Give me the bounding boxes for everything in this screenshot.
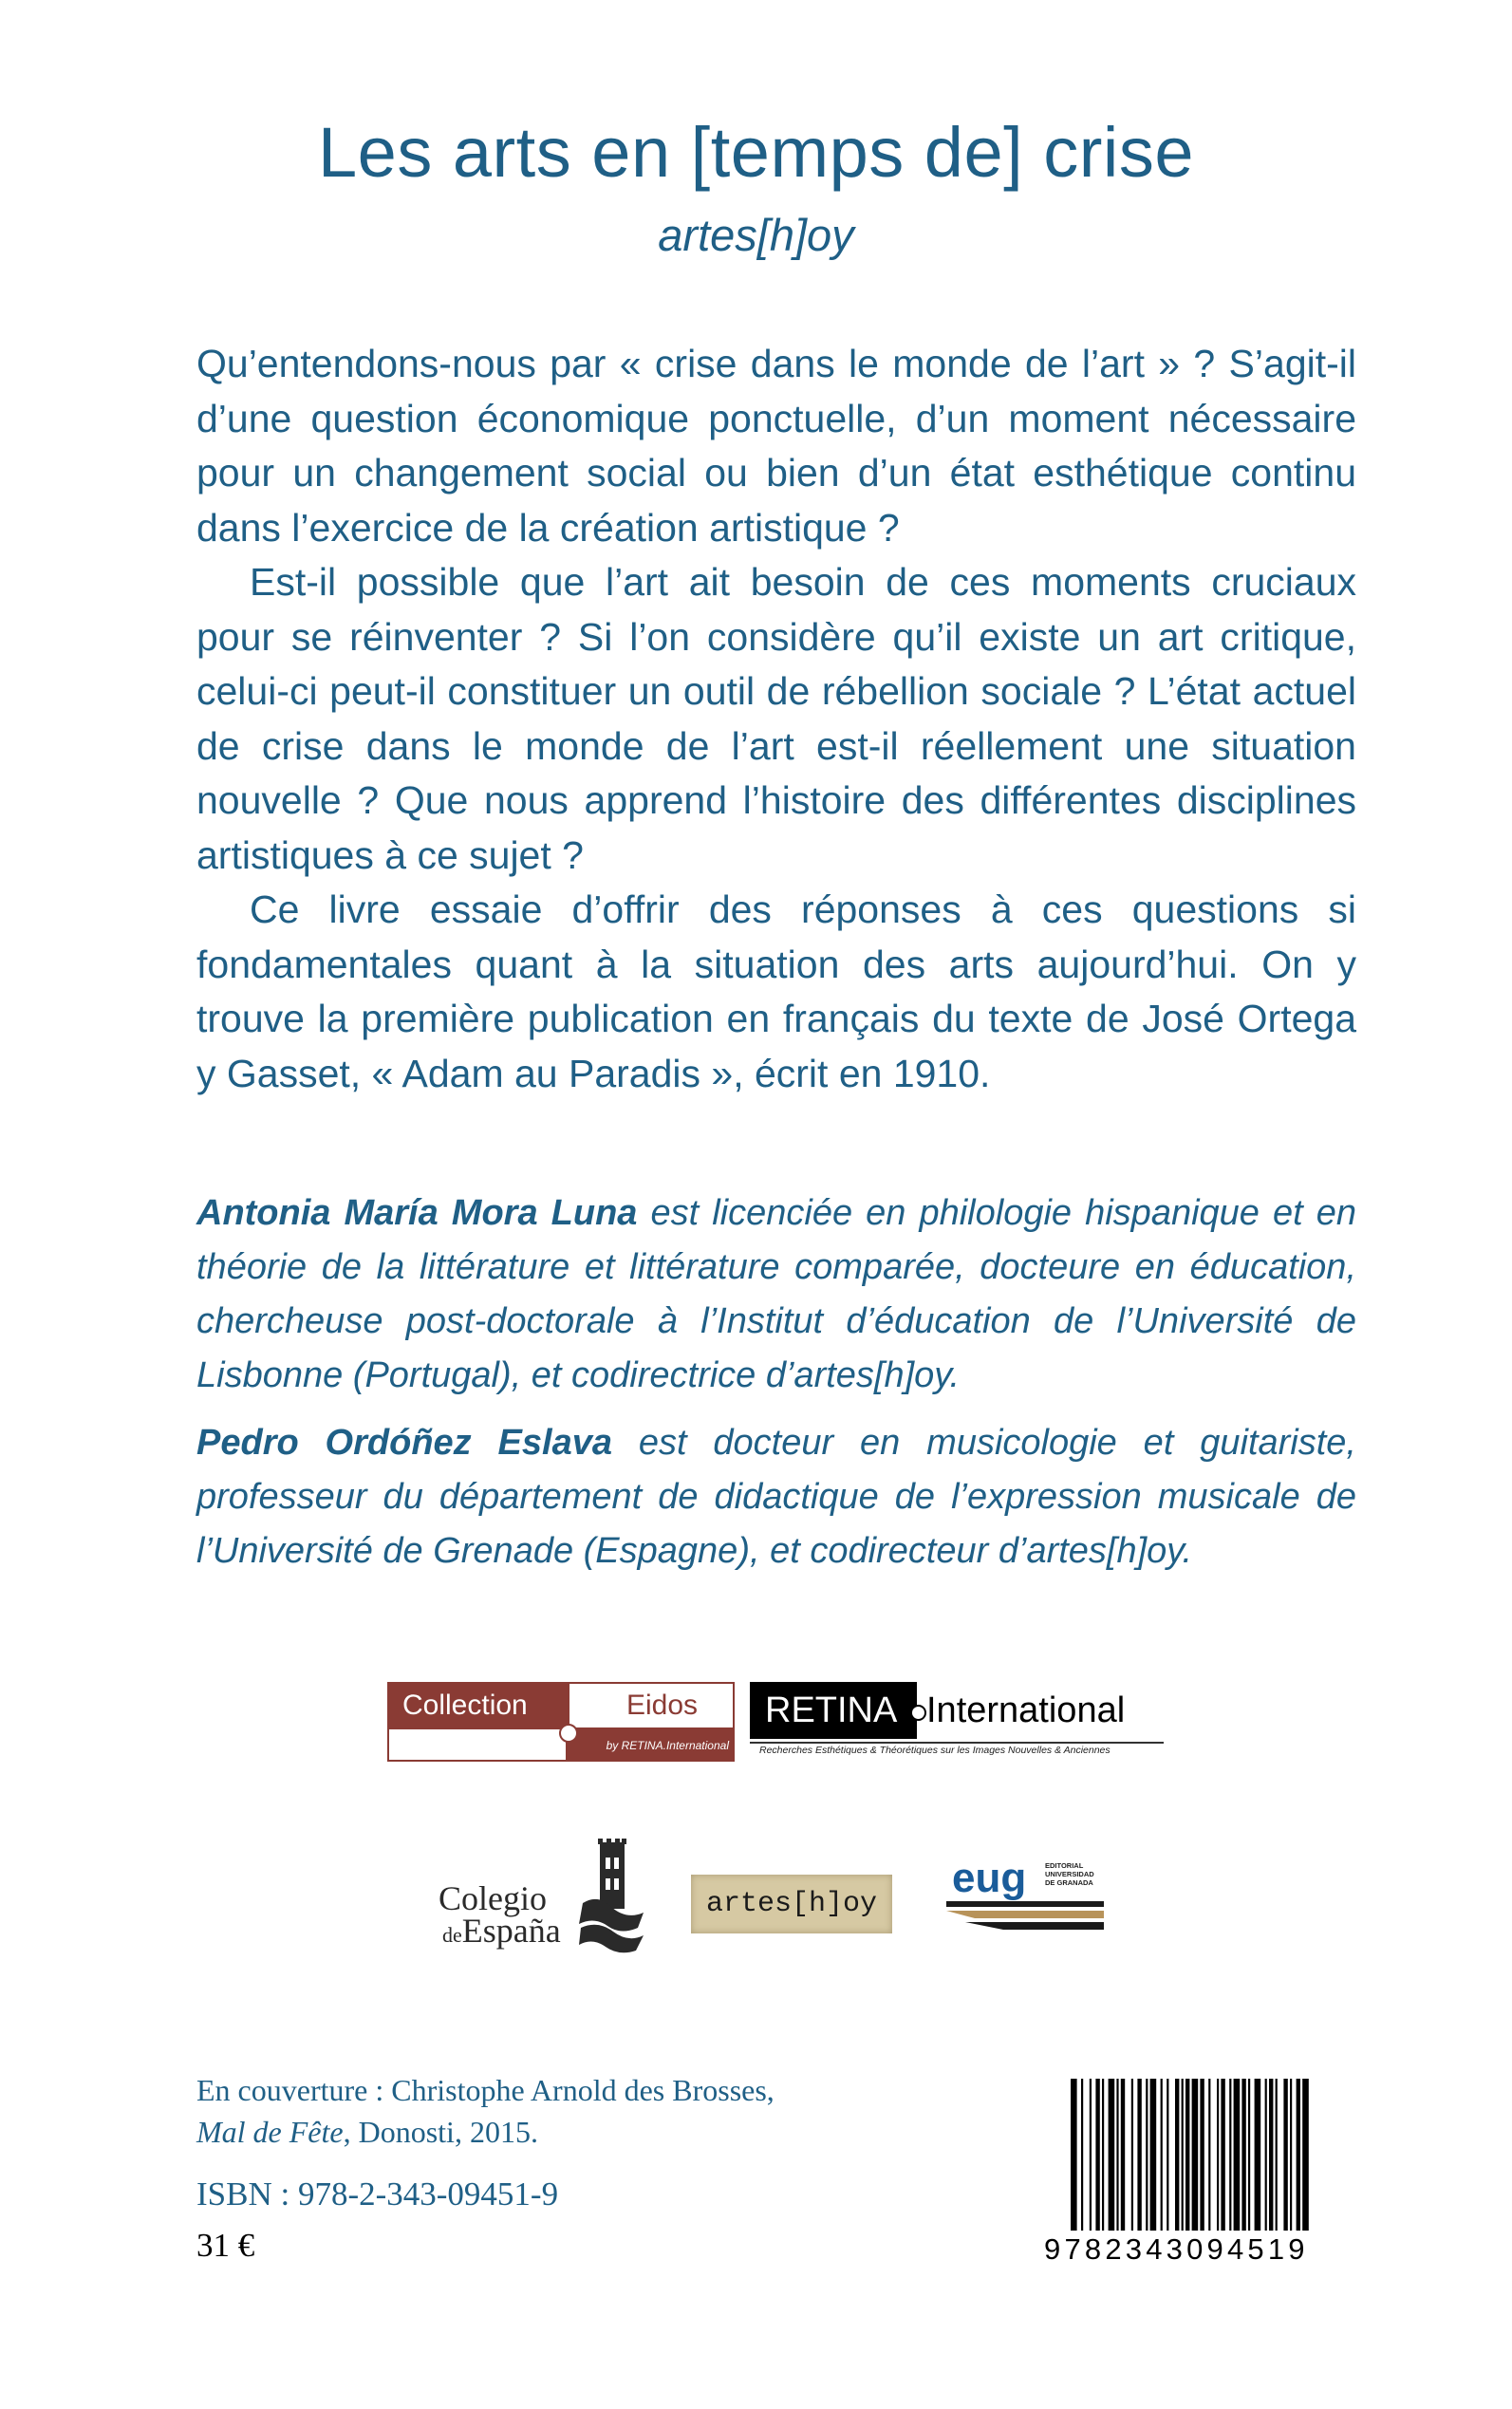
barcode-bar <box>1161 2079 1163 2231</box>
barcode-bar <box>1221 2079 1224 2231</box>
barcode <box>1069 2079 1353 2231</box>
barcode-bar <box>1150 2079 1157 2231</box>
barcode-digits: 9782343094519 <box>1044 2232 1309 2266</box>
barcode-bar <box>1175 2079 1179 2231</box>
author-bio-text-1: est licenciée en philologie hispanique et en théorie de la littérature et littérature comparée, docteure en éducation, chercheuse post-doctorale à l’Institut d’éducation de l’Université de Lisbonne (Portugal), et codirectrice d’artes[h]oy. <box>196 1193 1356 1395</box>
credits-work-title: Mal de Fête <box>196 2115 344 2149</box>
isbn: ISBN : 978-2-343-09451-9 <box>196 2176 559 2213</box>
barcode-bar <box>1269 2079 1273 2231</box>
cover-credits <box>196 2069 775 2153</box>
description-paragraph-3: Ce livre essaie d’offrir des réponses à ces questions si fondamentales quant à la situation des arts aujourd’hui. On y trouve la première publication en français du texte de José Ortega y Gasset, « Adam au Paradis », écrit en 1910. <box>196 887 1356 1095</box>
eug-logo <box>946 1856 1104 1932</box>
collection-eidos-logo <box>387 1682 735 1762</box>
barcode-bar <box>1229 2079 1231 2231</box>
collection-by-label: by RETINA.International <box>568 1729 735 1762</box>
barcode-bar <box>1182 2079 1184 2231</box>
tower-icon <box>579 1837 645 1958</box>
barcode-bar <box>1192 2079 1199 2231</box>
barcode-bar <box>1131 2079 1133 2231</box>
price: 31 € <box>196 2227 255 2264</box>
collection-label: Collection <box>387 1682 568 1729</box>
description-paragraph-2: Est-il possible que l’art ait besoin de ces moments cruciaux pour se réinventer ? Si l’on considère qu’il existe un art critique, celui-ci peut-il constituer un outil de rébellion sociale ? L’état actuel de crise dans le monde de l’art est-il réellement une situation nouvelle ? Que nous apprend l’histoire des différentes disciplines artistiques à ce sujet ? <box>196 560 1356 877</box>
barcode-bar <box>1081 2079 1083 2231</box>
description-paragraph-1: Qu’entendons-nous par « crise dans le monde de l’art » ? S’agit-il d’une question économique ponctuelle, d’un moment nécessaire pour un changement social ou bien d’un état esthétique continu dans l’exercice de la création artistique ? <box>196 342 1356 550</box>
barcode-bar <box>1248 2079 1250 2231</box>
barcode-bar <box>1255 2079 1261 2231</box>
barcode-bar <box>1102 2079 1104 2231</box>
colegio-line2: España <box>461 1912 561 1950</box>
barcode-bar <box>1208 2079 1210 2231</box>
retina-tagline: Recherches Esthétiques & Théorétiques sur les Images Nouvelles & Anciennes <box>759 1745 1111 1756</box>
author-name-1: Antonia María Mora Luna <box>196 1193 638 1233</box>
credits-line1: En couverture : Christophe Arnold des Brosses, <box>196 2073 775 2107</box>
barcode-bar <box>1167 2079 1168 2231</box>
eug-mark: eug <box>952 1855 1027 1901</box>
barcode-bar <box>1241 2079 1245 2231</box>
retina-international-label: International <box>926 1690 1126 1730</box>
eidos-label: Eidos <box>568 1682 735 1729</box>
retina-international-logo <box>750 1682 1164 1762</box>
barcode-bar <box>1071 2079 1077 2231</box>
eug-stripes-icon <box>946 1901 1104 1932</box>
barcode-bar <box>1185 2079 1189 2231</box>
book-title: Les arts en [temps de] crise <box>318 113 1194 192</box>
author-bio-2 <box>196 1416 1356 1578</box>
author-name-2: Pedro Ordóñez Eslava <box>196 1423 612 1463</box>
retina-dot-icon <box>910 1705 926 1721</box>
colegio-de-espana-logo <box>439 1837 643 1960</box>
eug-editorial-text <box>1045 1861 1094 1887</box>
barcode-bar <box>1283 2079 1287 2231</box>
barcode-bar <box>1276 2079 1278 2231</box>
barcode-bar <box>1137 2079 1141 2231</box>
barcode-bar <box>1200 2079 1204 2231</box>
barcode-bar <box>1109 2079 1115 2231</box>
author-bio-1 <box>196 1186 1356 1403</box>
eug-line1: EDITORIAL <box>1045 1861 1084 1870</box>
credits-line2-rest: , Donosti, 2015. <box>343 2115 538 2149</box>
colegio-line1: Colegio <box>439 1879 547 1917</box>
barcode-bar <box>1217 2079 1219 2231</box>
barcode-bar <box>1146 2079 1148 2231</box>
eug-line3: DE GRANADA <box>1045 1878 1093 1887</box>
description <box>196 337 1356 1101</box>
barcode-bar <box>1297 2079 1300 2231</box>
retina-label: RETINA <box>750 1682 917 1739</box>
colegio-de: de <box>442 1923 462 1947</box>
arteshoy-logo: artes[h]oy <box>691 1875 892 1933</box>
series-subtitle: artes[h]oy <box>658 210 854 260</box>
retina-divider <box>750 1742 1164 1744</box>
barcode-bar <box>1302 2079 1309 2231</box>
barcode-bar <box>1095 2079 1099 2231</box>
barcode-bar <box>1121 2079 1125 2231</box>
barcode-bar <box>1116 2079 1118 2231</box>
credits-line2 <box>196 2111 775 2153</box>
barcode-bar <box>1234 2079 1241 2231</box>
barcode-bar <box>1265 2079 1267 2231</box>
author-bios <box>196 1186 1356 1592</box>
barcode-bar <box>1290 2079 1292 2231</box>
eug-line2: UNIVERSIDAD <box>1045 1870 1094 1878</box>
collection-dot-icon <box>559 1724 578 1743</box>
barcode-bar <box>1090 2079 1092 2231</box>
author-bio-text-2: est docteur en musicologie et guitariste, professeur du département de didactique de l’expression musicale de l’Université de Grenade (Espagne), et codirecteur d’artes[h]oy. <box>196 1423 1356 1571</box>
